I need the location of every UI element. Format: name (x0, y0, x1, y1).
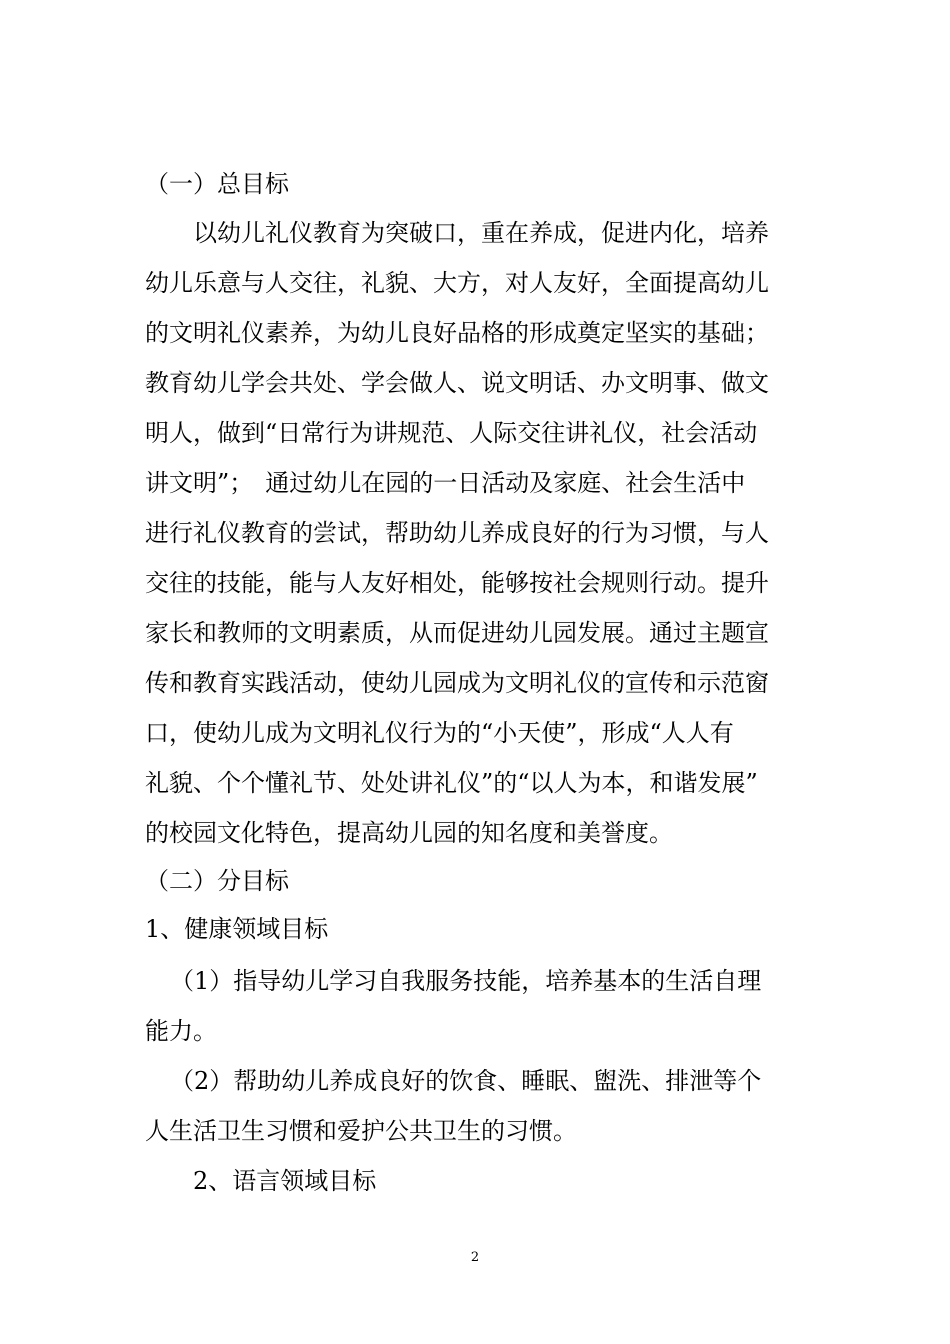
paragraph-line: 交往的技能，能与人友好相处，能够按社会规则行动。提升 (145, 569, 769, 597)
health-domain-heading: 1、健康领域目标 (145, 915, 329, 943)
language-domain-heading: 2、语言领域目标 (193, 1167, 377, 1195)
paragraph-line: 进行礼仪教育的尝试，帮助幼儿养成良好的行为习惯，与人 (145, 519, 769, 547)
paragraph-line: 家长和教师的文明素质，从而促进幼儿园发展。通过主题宣 (145, 619, 769, 647)
health-item-1-line: 能力。 (145, 1017, 217, 1045)
section-heading-overall-goal: （一）总目标 (145, 170, 289, 198)
health-item-2-line: （2）帮助幼儿养成良好的饮食、睡眠、盥洗、排泄等个 (170, 1067, 762, 1095)
paragraph-line: 以幼儿礼仪教育为突破口，重在养成，促进内化，培养 (193, 219, 769, 247)
paragraph-line: 口，使幼儿成为文明礼仪行为的“小天使”，形成“人人有 (145, 719, 734, 747)
health-item-2-line: 人生活卫生习惯和爱护公共卫生的习惯。 (145, 1117, 577, 1145)
health-item-1-line: （1）指导幼儿学习自我服务技能，培养基本的生活自理 (170, 967, 762, 995)
paragraph-line: 讲文明”； 通过幼儿在园的一日活动及家庭、社会生活中 (145, 469, 746, 497)
paragraph-line: 的校园文化特色，提高幼儿园的知名度和美誉度。 (145, 819, 673, 847)
paragraph-line: 幼儿乐意与人交往，礼貌、大方，对人友好，全面提高幼儿 (145, 269, 769, 297)
section-heading-sub-goals: （二）分目标 (145, 867, 289, 895)
page-number: 2 (470, 1250, 480, 1265)
paragraph-line: 传和教育实践活动，使幼儿园成为文明礼仪的宣传和示范窗 (145, 669, 769, 697)
paragraph-line: 明人，做到“日常行为讲规范、人际交往讲礼仪，社会活动 (145, 419, 758, 447)
paragraph-line: 的文明礼仪素养，为幼儿良好品格的形成奠定坚实的基础； (145, 319, 769, 347)
paragraph-line: 教育幼儿学会共处、学会做人、说文明话、办文明事、做文 (145, 369, 769, 397)
paragraph-line: 礼貌、个个懂礼节、处处讲礼仪”的“以人为本，和谐发展” (145, 769, 758, 797)
